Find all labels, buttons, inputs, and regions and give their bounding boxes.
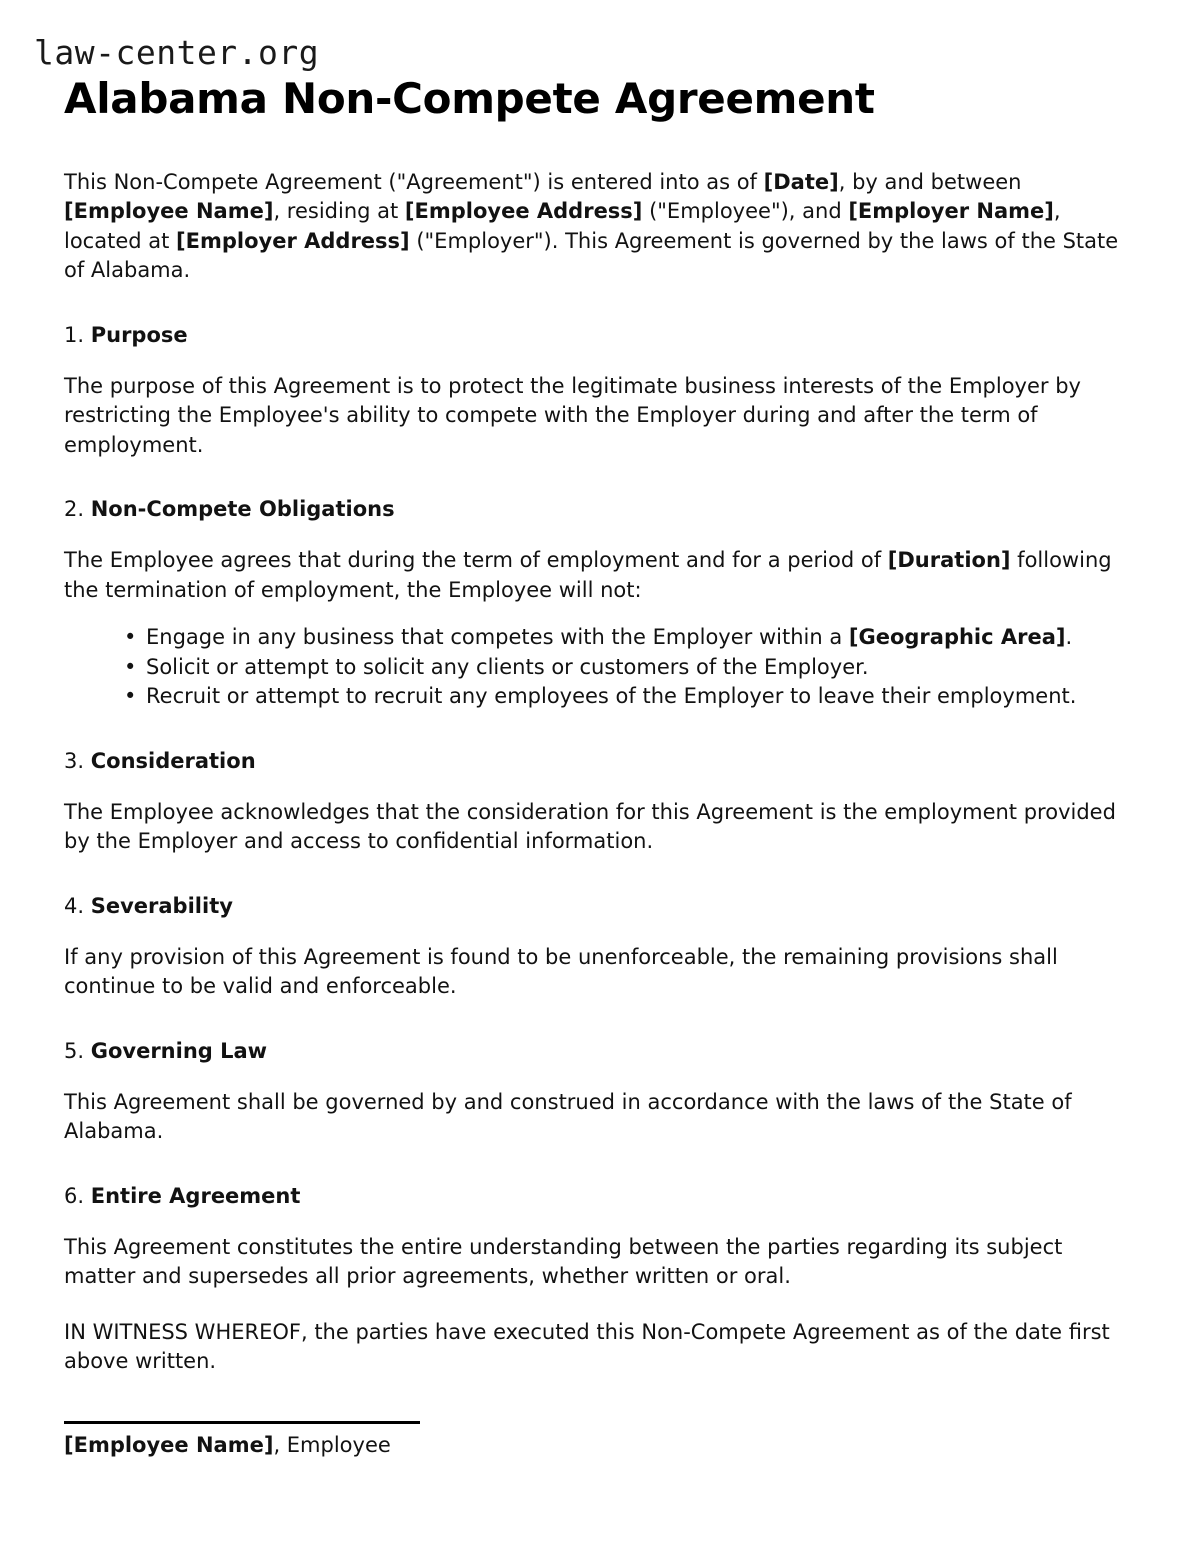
section-number: 5. bbox=[64, 1038, 85, 1063]
placeholder-duration: [Duration] bbox=[887, 548, 1011, 573]
signature-role: , Employee bbox=[273, 1432, 391, 1457]
section-body-consideration: The Employee acknowledges that the consideration for this Agreement is the employment provided by the Employer and access to confidential information. bbox=[64, 799, 1116, 854]
placeholder-employer-address: [Employer Address] bbox=[176, 228, 410, 253]
intro-text-3: , residing at bbox=[273, 199, 405, 224]
section-body-entire-agreement: This Agreement constitutes the entire understanding between the parties regarding its subject matter and supersedes all prior agreements, whether written or oral. bbox=[64, 1234, 1063, 1289]
section-heading-governing-law bbox=[64, 1037, 1125, 1066]
signature-name bbox=[64, 1431, 1125, 1460]
section-heading-purpose bbox=[64, 321, 1125, 350]
site-brand: law-center.org bbox=[34, 33, 320, 72]
section-number: 2. bbox=[64, 497, 85, 522]
section-heading-entire-agreement bbox=[64, 1182, 1125, 1211]
signature-block bbox=[64, 1421, 1125, 1460]
section-body-purpose: The purpose of this Agreement is to protect the legitimate business interests of the Employer by restricting the Employee's ability to compete with the Employer during and after the term of employment. bbox=[64, 373, 1081, 457]
placeholder-geographic-area: [Geographic Area] bbox=[848, 625, 1066, 650]
list-item bbox=[124, 623, 1125, 653]
intro-paragraph bbox=[64, 168, 1125, 286]
placeholder-employee-address: [Employee Address] bbox=[404, 199, 643, 224]
placeholder-date: [Date] bbox=[763, 169, 839, 194]
list-item-text-1: Solicit or attempt to solicit any clients or customers of the Employer. bbox=[146, 654, 869, 679]
placeholder-signature-employee-name: [Employee Name] bbox=[64, 1432, 274, 1457]
page-title: Alabama Non-Compete Agreement bbox=[64, 73, 875, 123]
intro-text-4: ("Employee"), and bbox=[642, 199, 849, 224]
section-heading-non-compete-obligations bbox=[64, 495, 1125, 524]
section-title: Entire Agreement bbox=[90, 1183, 301, 1208]
list-item bbox=[124, 653, 1125, 683]
list-item-text-1: Engage in any business that competes with the Employer within a bbox=[146, 625, 849, 650]
intro-text-2: , by and between bbox=[838, 169, 1022, 194]
section-title: Non-Compete Obligations bbox=[90, 497, 395, 522]
section-number: 6. bbox=[64, 1183, 85, 1208]
section-heading-severability bbox=[64, 892, 1125, 921]
obligations-lead-2: following the termination of employment, the Employee will not: bbox=[64, 548, 1112, 602]
signature-line bbox=[64, 1421, 420, 1424]
section-number: 4. bbox=[64, 893, 85, 918]
list-item-text-2: . bbox=[1065, 625, 1073, 650]
placeholder-employee-name: [Employee Name] bbox=[64, 199, 274, 224]
section-title: Governing Law bbox=[90, 1038, 268, 1063]
intro-text-6: ("Employer"). This Agreement is governed by the laws of the State of Alabama. bbox=[64, 228, 1119, 283]
section-number: 3. bbox=[64, 748, 85, 773]
document-body bbox=[64, 168, 1125, 1460]
section-number: 1. bbox=[64, 322, 85, 347]
section-body-severability: If any provision of this Agreement is found to be unenforceable, the remaining provisions shall continue to be valid and enforceable. bbox=[64, 944, 1058, 999]
placeholder-employer-name: [Employer Name] bbox=[848, 199, 1054, 224]
section-title: Consideration bbox=[90, 748, 256, 773]
list-item bbox=[124, 682, 1125, 712]
section-title: Purpose bbox=[90, 322, 188, 347]
section-body-governing-law: This Agreement shall be governed by and construed in accordance with the laws of the State of Alabama. bbox=[64, 1089, 1072, 1144]
section-title: Severability bbox=[90, 893, 233, 918]
intro-text-5: , located at bbox=[64, 199, 1061, 253]
list-item-text-1: Recruit or attempt to recruit any employees of the Employer to leave their employment. bbox=[146, 684, 1077, 709]
section-body-non-compete-obligations bbox=[64, 546, 1125, 605]
intro-text-1: This Non-Compete Agreement ("Agreement") is entered into as of bbox=[64, 169, 764, 194]
witness-paragraph: IN WITNESS WHEREOF, the parties have executed this Non-Compete Agreement as of the date first above written. bbox=[64, 1319, 1110, 1374]
obligations-lead-1: The Employee agrees that during the term of employment and for a period of bbox=[64, 548, 888, 573]
obligations-list bbox=[64, 623, 1125, 712]
section-heading-consideration bbox=[64, 747, 1125, 776]
